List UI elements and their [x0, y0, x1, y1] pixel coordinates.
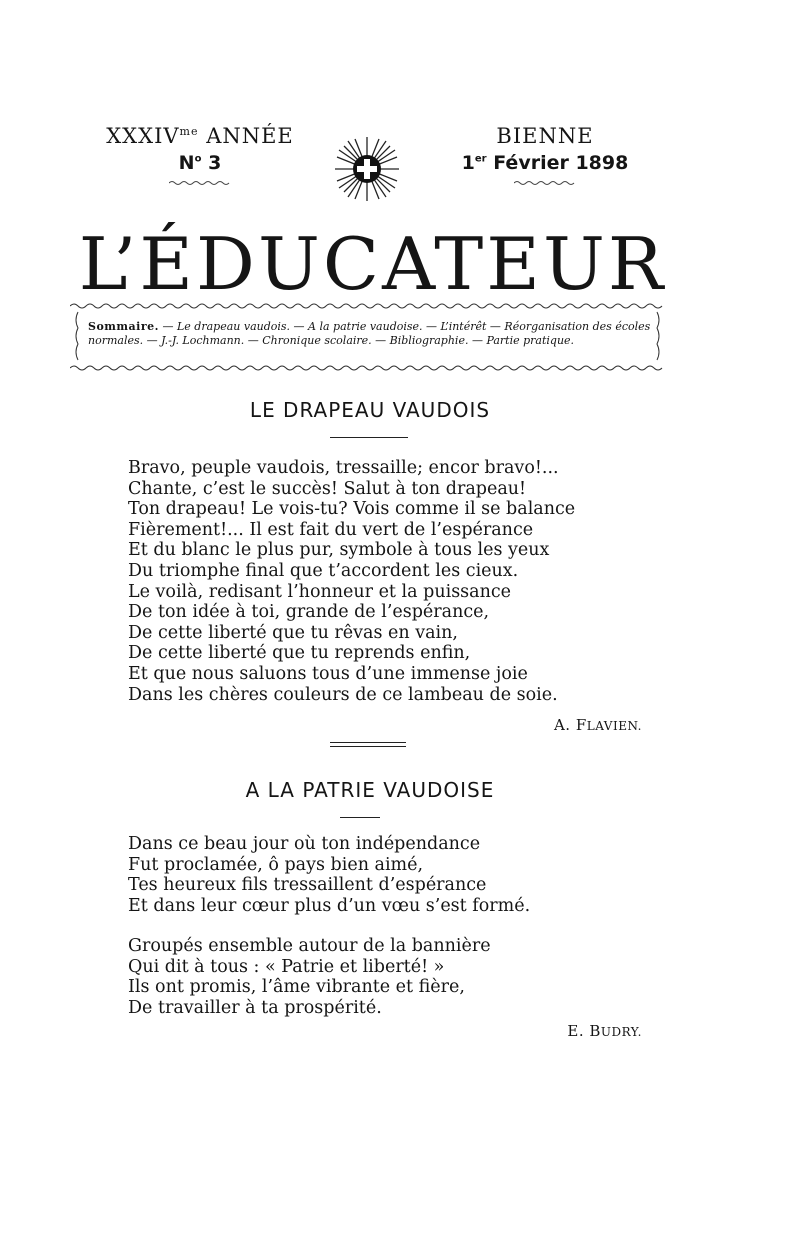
issue-info: [95, 124, 305, 186]
volume-year: $XXXIV^{me}$ ANNÉE: [106, 124, 294, 148]
poem-line: De cette liberté que tu rêvas en vain,: [128, 622, 458, 643]
author-signature: A. FLAVIEN.: [553, 716, 642, 734]
poem-line: Dans les chères couleurs de ce lambeau de soie.: [128, 684, 558, 705]
title-underline: [340, 817, 380, 818]
poem-line: De ton idée à toi, grande de l’espérance,: [128, 602, 490, 623]
poem-line: Chante, c’est le succès! Salut à ton drapeau!: [128, 478, 527, 499]
city: BIENNE: [496, 124, 594, 148]
poem-line: Bravo, peuple vaudois, tressaille; encor bravo!...: [128, 458, 559, 478]
poem-line: Tes heureux fils tressaillent d’espérance: [128, 875, 487, 896]
issue-date: 1er Février 1898: [461, 152, 629, 174]
issue-date-info: [445, 124, 645, 186]
table-of-contents: [88, 320, 658, 348]
poem-line: Ils ont promis, l’âme vibrante et fière,: [128, 977, 465, 998]
poem-patrie-vaudoise-stanza-2: [128, 936, 648, 1018]
poem-line: Du triomphe final que t’accordent les cieux.: [128, 560, 519, 581]
poem-line: Qui dit à tous : « Patrie et liberté! »: [128, 956, 445, 977]
poem-line: De travailler à ta prospérité.: [128, 997, 382, 1018]
issue-number: $N^o$ 3: [178, 152, 222, 174]
swiss-cross-emblem-icon: [333, 135, 401, 203]
poem-title: A LA PATRIE VAUDOISE: [245, 778, 495, 802]
summary-label: Sommaire.: [88, 320, 159, 333]
poem-line: De cette liberté que tu reprends enfin,: [128, 643, 471, 664]
poem-line: Et du blanc le plus pur, symbole à tous les yeux: [128, 540, 550, 561]
poem-line: Dans ce beau jour où ton indépendance: [128, 834, 481, 854]
poem-line: Fut proclamée, ô pays bien aimé,: [128, 854, 424, 875]
ornament-squiggle: [514, 180, 576, 186]
section-separator: [330, 746, 406, 747]
poem-line: Groupés ensemble autour de la bannière: [128, 936, 491, 956]
poem-title: LE DRAPEAU VAUDOIS: [249, 398, 491, 422]
ornament-squiggle: [169, 180, 231, 186]
section-separator: [330, 742, 406, 743]
poem-line: Et que nous saluons tous d’une immense joie: [128, 663, 528, 684]
poem-line: Ton drapeau! Le vois-tu? Vois comme il se balance: [128, 499, 576, 520]
summary-content: — Le drapeau vaudois. — A la patrie vaudoise. — L’intérêt — Réorganisation des écoles normales. — J.-J. Lochmann. — Chronique scolaire. — Bibliographie. — Partie pratique.: [88, 320, 651, 347]
poem-line: Fièrement!... Il est fait du vert de l’espérance: [128, 519, 534, 540]
poem-drapeau-vaudois: [128, 458, 648, 705]
title-underline: [330, 437, 408, 438]
poem-line: Le voilà, redisant l’honneur et la puissance: [128, 581, 512, 602]
poem-line: Et dans leur cœur plus d’un vœu s’est formé.: [128, 895, 531, 916]
masthead-title: L’ÉDUCATEUR: [78, 222, 667, 306]
author-signature: E. BUDRY.: [567, 1022, 642, 1040]
poem-patrie-vaudoise-stanza-1: [128, 834, 648, 916]
